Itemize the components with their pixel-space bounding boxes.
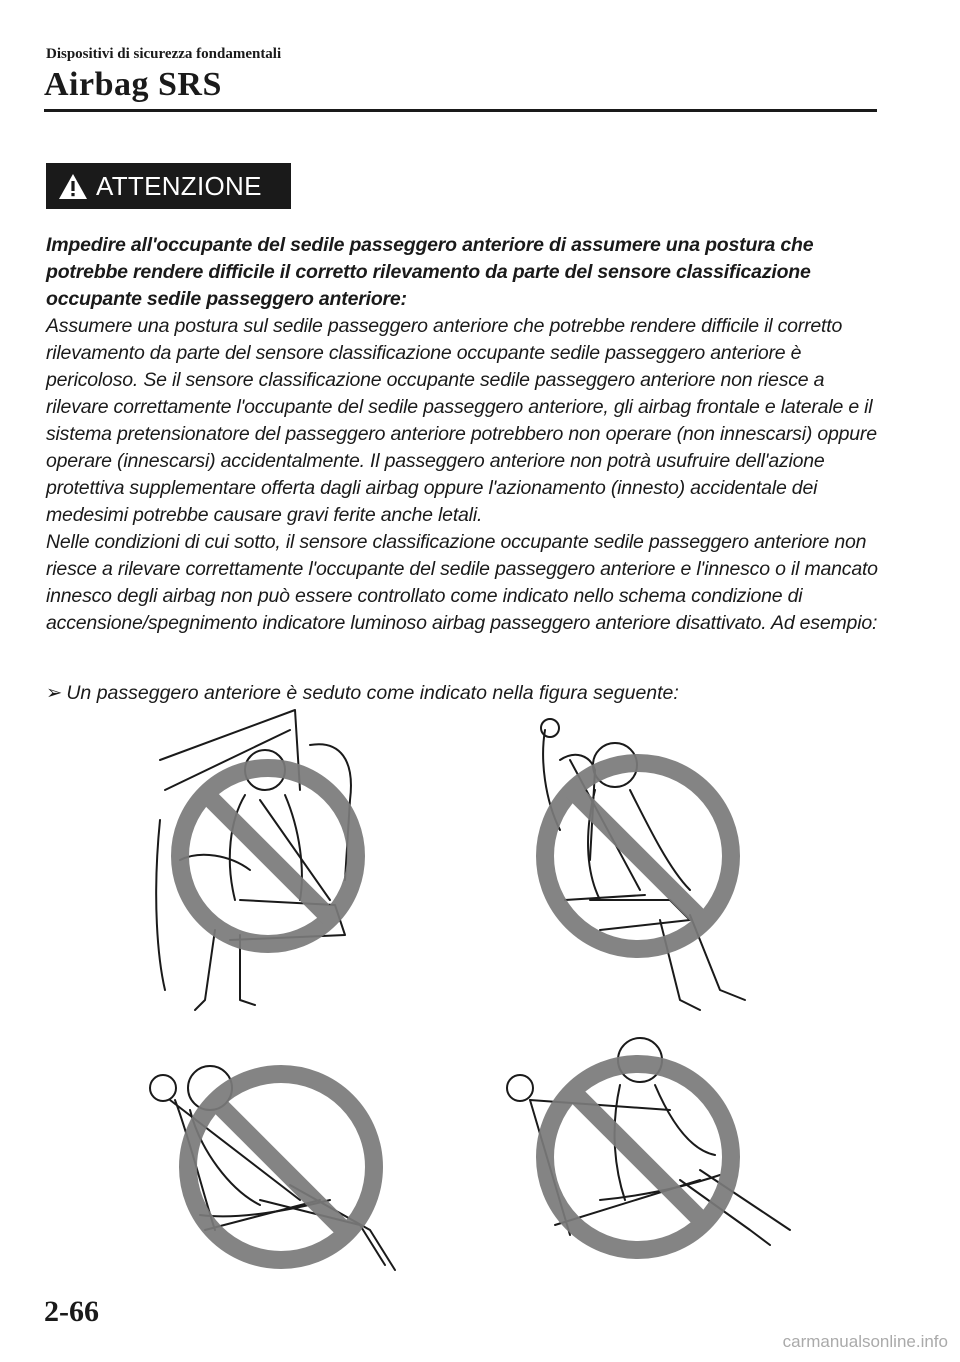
paragraph-conditions: Nelle condizioni di cui sotto, il sensore classificazione occupante sedile passeggero anteriore non riesce a rilevare correttamente l'occupante del sedile passeggero anteriore e l'innesco o il mancato innesco degli airbag non può essere controllato come indicato nello schema condizione di accensione/spegnimento indicatore luminoso airbag passeggero anteriore disattivato. Ad esempio:	[46, 531, 878, 634]
bullet-text: Un passeggero anteriore è seduto come indicato nella figura seguente:	[66, 682, 679, 704]
warning-heading: Impedire all'occupante del sedile passeggero anteriore di assumere una postura che potrebbe rendere difficile il corretto rilevamento da parte del sensore classificazione occupante sedile passeggero anteriore:	[46, 234, 814, 310]
prohibited-sign-icon	[545, 1064, 731, 1250]
arrow-right-icon: ➢	[46, 682, 63, 704]
warning-label: ATTENZIONE	[96, 170, 262, 201]
paragraph-danger: Assumere una postura sul sedile passeggero anteriore che potrebbe rendere difficile il corretto rilevamento da parte del sensore classificazione occupante sedile passeggero anteriore è pericoloso. Se il sensore classificazione occupante sedile passeggero anteriore non riesce a rilevare correttamente l'occupante del sedile passeggero anteriore, gli airbag frontale e laterale e il sistema pretensionatore del passeggero anteriore potrebbero non operare (non innescarsi) oppure operare (innescarsi) accidentalmente. Il passeggero anteriore non potrà usufruire dell'azione protettiva supplementare offerta dagli airbag oppure l'azionamento (innesto) accidentale dei medesimi potrebbe causare gravi ferite anche letali.	[46, 315, 877, 526]
watermark: carmanualsonline.info	[782, 1332, 948, 1351]
page-number: 2-66	[44, 1295, 99, 1328]
prohibited-sign-icon	[545, 763, 731, 949]
page-title: Airbag SRS	[44, 66, 222, 103]
section-title: Dispositivi di sicurezza fondamentali	[46, 46, 282, 62]
prohibited-sign-icon	[180, 768, 356, 944]
prohibited-sign-icon	[188, 1074, 374, 1260]
